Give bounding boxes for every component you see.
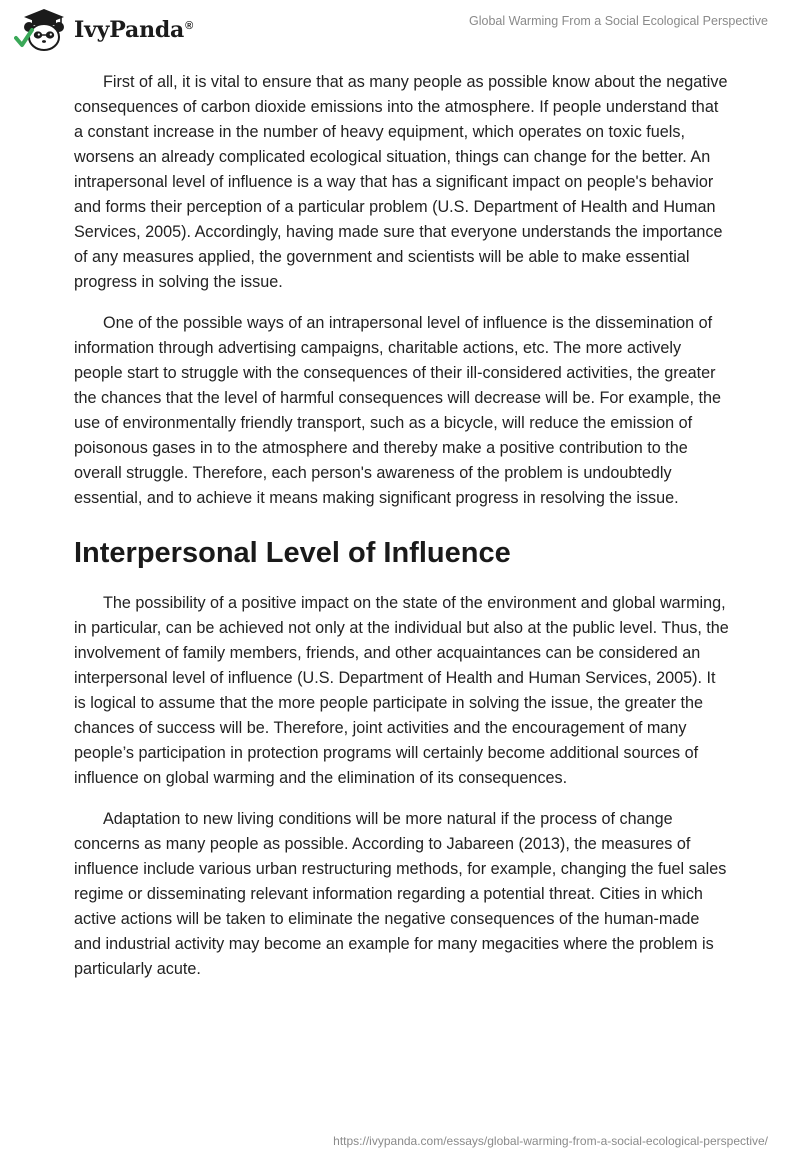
brand-name: IvyPanda® [74,17,194,43]
paragraph-interpersonal-1: The possibility of a positive impact on the state of the environment and global warming, in particular, can be achieved not only at the individual but also at the public level. Thus, the involvement of family members, friends, and other acquaintances can be considered an interpersonal level of influence (U.S. Department of Health and Human Services, 2005). It is logical to assume that the more people participate in solving the issue, the greater the chances of success will be. Therefore, joint activities and the encouragement of many people’s participation in protection programs will certainly become additional sources of influence on global warming and the elimination of its consequences. [74,594,729,787]
paragraph-intrapersonal-1: First of all, it is vital to ensure that as many people as possible know about the negative consequences of carbon dioxide emissions into the atmosphere. If people understand that a constant increase in the number of heavy equipment, which operates on toxic fuels, worsens an already complicated ecological situation, things can change for the better. An intrapersonal level of influence is a way that has a significant impact on people's behavior and forms their perception of a particular problem (U.S. Department of Health and Human Services, 2005). Accordingly, having made sure that everyone understands the importance of any measures applied, the government and scientists will be able to make essential progress in solving the issue. [74,73,728,291]
paragraph-intrapersonal-2: One of the possible ways of an intrapersonal level of influence is the dissemination of information through advertising campaigns, charitable actions, etc. The more actively people start to struggle with the consequences of their ill-considered activities, the greater the chances that the level of harmful consequences will decrease will be. For example, the use of environmentally friendly transport, such as a bicycle, will reduce the emission of poisonous gases in to the atmosphere and thereby make a positive contribution to the overall struggle. Therefore, each person's awareness of the problem is undoubtedly essential, and to achieve it means making significant progress in resolving the issue. [74,314,721,507]
document-title: Global Warming From a Social Ecological Perspective [469,14,768,28]
panda-logo-icon [14,8,68,52]
paragraph-interpersonal-2: Adaptation to new living conditions will be more natural if the process of change concerns as many people as possible. According to Jabareen (2013), the measures of influence include various urban restructuring methods, for example, changing the fuel sales regime or disseminating relevant information regarding a potential threat. Cities in which active actions will be taken to eliminate the negative consequences of the human-made and industrial activity may become an example for many megacities where the problem is particularly acute. [74,810,727,978]
essay-content [74,70,730,998]
page-header [0,0,800,60]
source-url-link[interactable]: https://ivypanda.com/essays/global-warming-from-a-social-ecological-perspective/ [333,1134,768,1148]
registered-mark: ® [185,19,194,32]
brand-logo[interactable] [14,8,193,52]
section-heading: Interpersonal Level of Influence [74,537,511,569]
